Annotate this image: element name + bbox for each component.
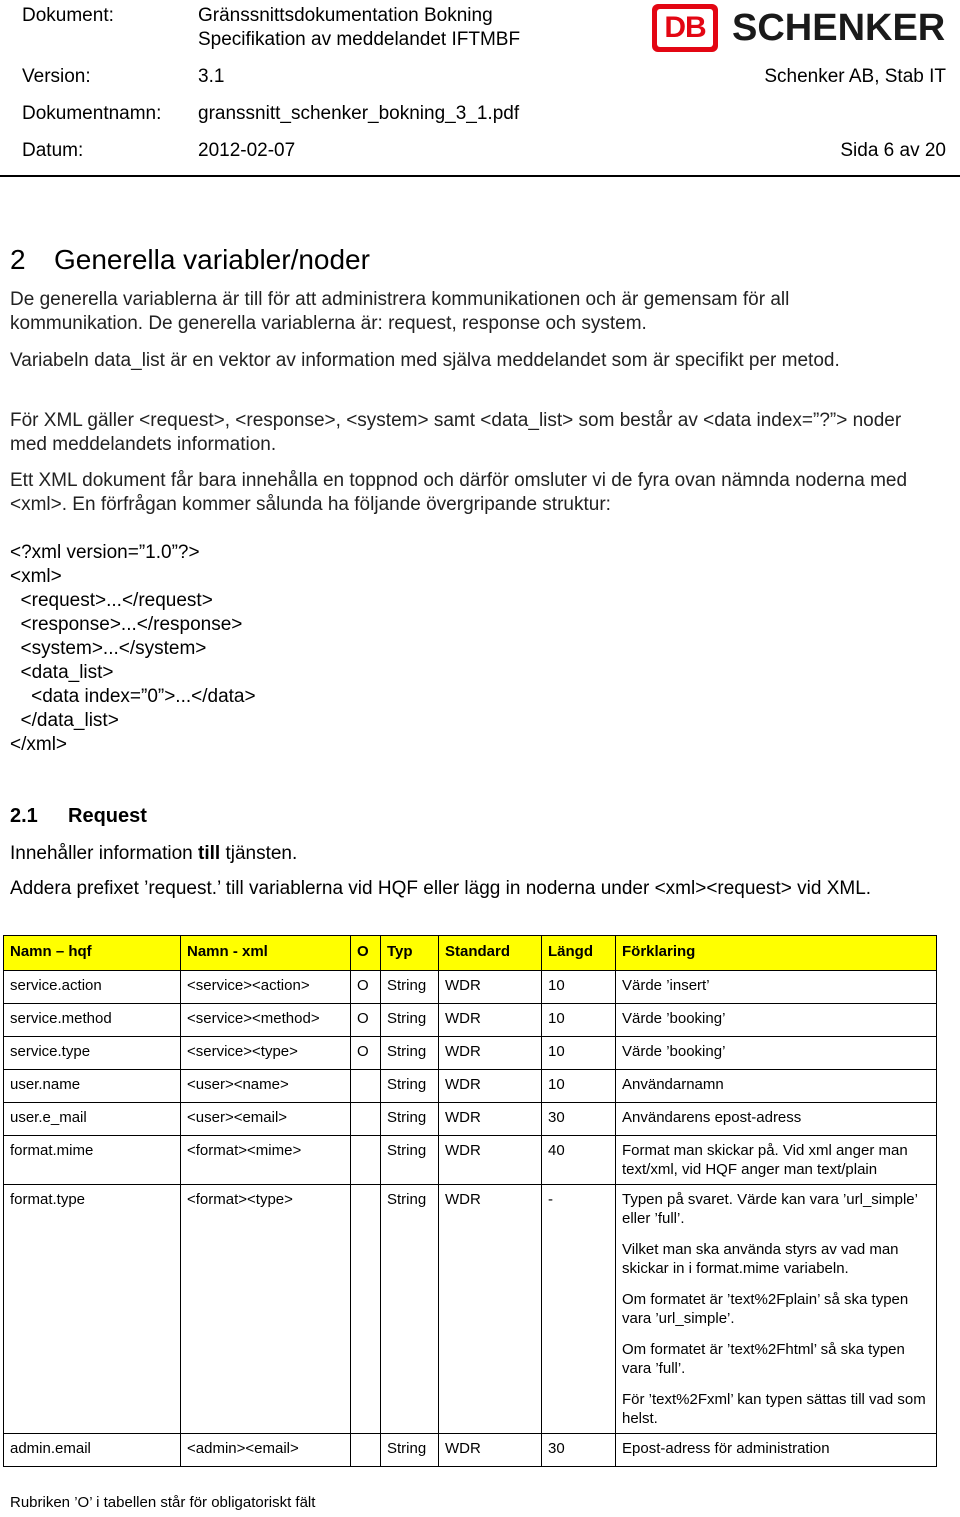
version-label: Version:: [22, 66, 91, 87]
col-header: Standard: [439, 936, 542, 971]
col-header: Namn - xml: [181, 936, 351, 971]
table-row: [4, 971, 937, 1004]
intro-paragraph: Innehåller information till tjänsten.: [10, 843, 298, 864]
cell: WDR: [439, 971, 542, 1004]
table-footnote: Rubriken ’O’ i tabellen står för obligatoriskt fält: [10, 1494, 316, 1511]
cell: WDR: [439, 1434, 542, 1467]
date-label: Datum:: [22, 140, 84, 161]
cell: [351, 1103, 381, 1136]
cell: Värde ’booking’: [616, 1004, 937, 1037]
cell: [351, 1070, 381, 1103]
subsection-heading: [10, 805, 147, 828]
cell: String: [381, 1103, 439, 1136]
cell: service.action: [4, 971, 181, 1004]
cell: [616, 1185, 937, 1434]
cell: Värde ’booking’: [616, 1037, 937, 1070]
prefix-paragraph: Addera prefixet ’request.’ till variablerna vid HQF eller lägg in noderna under <xml><request> vid XML.: [10, 878, 872, 899]
version-value: 3.1: [198, 66, 225, 87]
cell: service.method: [4, 1004, 181, 1037]
subsection-title: Request: [68, 805, 147, 827]
cell: String: [381, 1070, 439, 1103]
cell: 40: [542, 1136, 616, 1185]
cell: String: [381, 1434, 439, 1467]
page-number: Sida 6 av 20: [840, 140, 946, 161]
cell: [351, 1185, 381, 1434]
cell: WDR: [439, 1037, 542, 1070]
table-row: [4, 1185, 937, 1434]
col-header: Typ: [381, 936, 439, 971]
cell: WDR: [439, 1070, 542, 1103]
cell: <service><method>: [181, 1004, 351, 1037]
cell: [351, 1136, 381, 1185]
section-heading: [10, 244, 370, 276]
header-divider: [0, 175, 960, 177]
cell: 10: [542, 1004, 616, 1037]
cell: WDR: [439, 1004, 542, 1037]
col-header: Förklaring: [616, 936, 937, 971]
explanation-text: Om formatet är ’text%2Fplain’ så ska typen vara ’url_simple’.: [622, 1291, 909, 1327]
schenker-wordmark: SCHENKER: [732, 6, 946, 49]
cell: 10: [542, 971, 616, 1004]
cell: <service><type>: [181, 1037, 351, 1070]
table-header-row: [4, 936, 937, 971]
cell: format.mime: [4, 1136, 181, 1185]
date-value: 2012-02-07: [198, 140, 296, 161]
table-row: [4, 1037, 937, 1070]
cell: <user><email>: [181, 1103, 351, 1136]
table-row: [4, 1103, 937, 1136]
company-name: Schenker AB, Stab IT: [764, 66, 946, 87]
cell: String: [381, 971, 439, 1004]
table-row: [4, 1136, 937, 1185]
cell: <format><type>: [181, 1185, 351, 1434]
cell: O: [351, 1004, 381, 1037]
cell: String: [381, 1136, 439, 1185]
col-header: Längd: [542, 936, 616, 971]
cell: 30: [542, 1434, 616, 1467]
db-logo-icon: DB: [652, 4, 718, 52]
table-row: [4, 1070, 937, 1103]
subsection-number: 2.1: [10, 805, 38, 827]
docname-label: Dokumentnamn:: [22, 103, 162, 124]
explanation-text: Typen på svaret. Värde kan vara ’url_simple’ eller ’full’.: [622, 1191, 918, 1227]
document-label: Dokument:: [22, 5, 114, 26]
cell: Format man skickar på. Vid xml anger man text/xml, vid HQF anger man text/plain: [616, 1136, 937, 1185]
cell: user.name: [4, 1070, 181, 1103]
cell: [351, 1434, 381, 1467]
cell: Användarens epost-adress: [616, 1103, 937, 1136]
cell: 10: [542, 1037, 616, 1070]
cell: <service><action>: [181, 971, 351, 1004]
section-number: 2: [10, 244, 26, 275]
table-row: [4, 1004, 937, 1037]
document-subtitle: Specifikation av meddelandet IFTMBF: [198, 29, 521, 50]
cell: user.e_mail: [4, 1103, 181, 1136]
explanation-text: För ’text%2Fxml’ kan typen sättas till vad som helst.: [622, 1391, 926, 1427]
cell: Användarnamn: [616, 1070, 937, 1103]
table-row: [4, 1434, 937, 1467]
document-title: Gränssnittsdokumentation Bokning: [198, 5, 493, 26]
cell: O: [351, 971, 381, 1004]
docname-value: granssnitt_schenker_bokning_3_1.pdf: [198, 103, 520, 124]
cell: -: [542, 1185, 616, 1434]
paragraph: Ett XML dokument får bara innehålla en toppnod och därför omsluter vi de fyra ovan nämnda noderna med <xml>. En förfrågan kommer sålunda ha följande övergripande struktur:: [10, 470, 908, 515]
cell: format.type: [4, 1185, 181, 1434]
cell: WDR: [439, 1185, 542, 1434]
col-header: Namn – hqf: [4, 936, 181, 971]
cell: String: [381, 1037, 439, 1070]
cell: service.type: [4, 1037, 181, 1070]
cell: 30: [542, 1103, 616, 1136]
cell: String: [381, 1004, 439, 1037]
db-schenker-logo: [652, 4, 945, 52]
cell: WDR: [439, 1103, 542, 1136]
cell: O: [351, 1037, 381, 1070]
request-variables-table: [3, 935, 937, 1467]
cell: WDR: [439, 1136, 542, 1185]
explanation-text: Vilket man ska använda styrs av vad man skickar in i format.mime variabeln.: [622, 1241, 899, 1277]
paragraph: De generella variablerna är till för att administrera kommunikationen och är gemensam för all kommunikation. De generella variablerna är: request, response och system.: [10, 289, 790, 334]
cell: String: [381, 1185, 439, 1434]
section-title: Generella variabler/noder: [54, 244, 370, 275]
col-header: O: [351, 936, 381, 971]
cell: <format><mime>: [181, 1136, 351, 1185]
cell: <admin><email>: [181, 1434, 351, 1467]
cell: admin.email: [4, 1434, 181, 1467]
cell: <user><name>: [181, 1070, 351, 1103]
cell: Värde ’insert’: [616, 971, 937, 1004]
paragraph: För XML gäller <request>, <response>, <system> samt <data_list> som består av <data index=”?”> noder med meddelandets information.: [10, 410, 902, 455]
explanation-text: Om formatet är ’text%2Fhtml’ så ska typen vara ’full’.: [622, 1341, 905, 1377]
paragraph: Variabeln data_list är en vektor av information med själva meddelandet som är specifikt per metod.: [10, 350, 840, 371]
cell: Epost-adress för administration: [616, 1434, 937, 1467]
cell: 10: [542, 1070, 616, 1103]
xml-structure-example: <?xml version=”1.0”?> <xml> <request>...</request> <response>...</response> <system>...</system> <data_list> <data index=”0”>...</data> </data_list> </xml>: [10, 542, 256, 755]
